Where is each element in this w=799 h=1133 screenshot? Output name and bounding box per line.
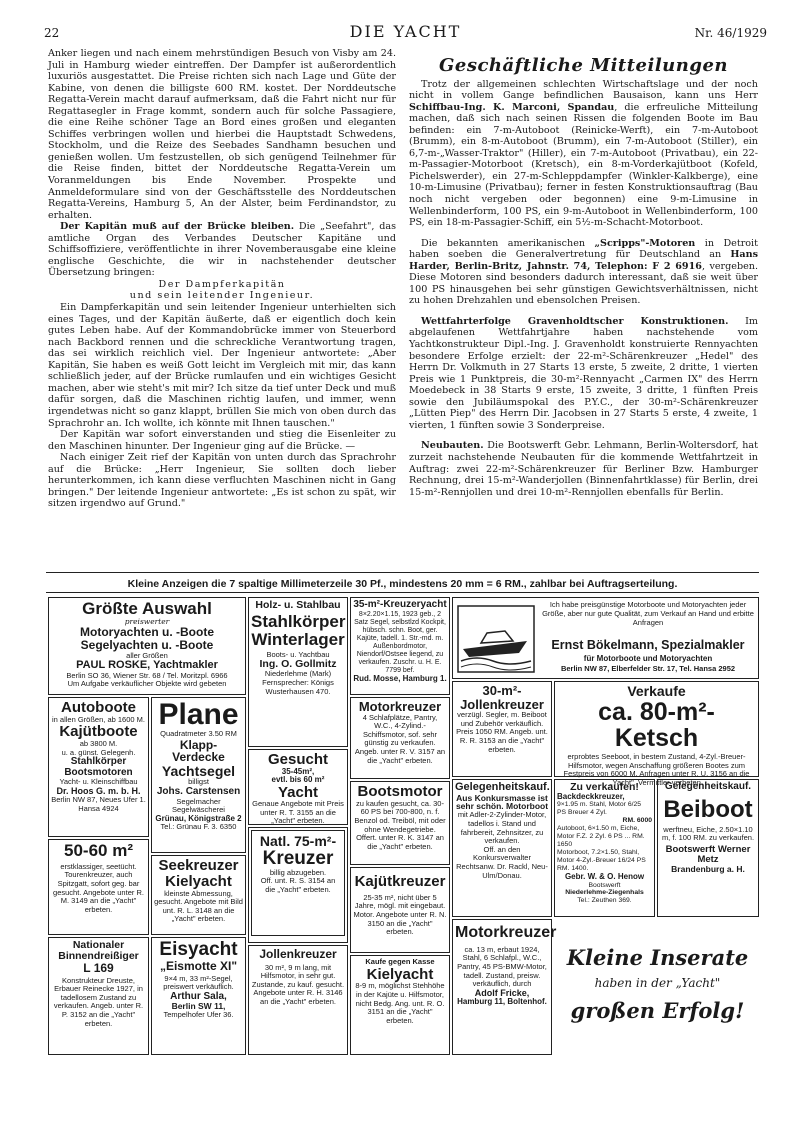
ad-text: billig abzugeben. [269, 867, 327, 877]
ad-headline: Yachtsegel [161, 762, 236, 779]
ad-text: Stahlkörper Bootsmotoren [64, 756, 133, 778]
ad-text: erprobtes Seeboot, in bestem Zustand, 4-Zyl.-Breuer-Hilfsmotor, wegen Anschaffung größeren Bootes zum Festpreis von 6000 M. Anfragen unter R. U. 3156 an die „Yacht". Vermittler verbeten. [563, 752, 750, 787]
ad-text: kleinste Abmessung, gesucht. Angebote mit Bild unt. R. L. 3148 an die „Yacht" erbeten. [154, 888, 243, 924]
paragraph [409, 79, 758, 229]
section-heading: Geschäftliche Mitteilungen [439, 55, 728, 76]
ad-text: aller Größen [126, 650, 168, 660]
ad-gesucht [248, 749, 348, 825]
ad-henow [554, 779, 655, 917]
text: , die erfreuliche Mitteilung machen, daß sich nach seinen Rissen die folgenden Boote im Bau befinden: ein 7-m-Autoboot (Reinicke-Werft), ein 7-m-Autoboot (Brumm), ein 8-m-Autoboot (Brumm), ein 7-m-Autoboot (Stiller), ein 6,7-m-„Wasser-Traktor" (Hiller), ein 7-m-Autoboot (Privatbau), ein 22-m-Passagier-Motorboot (Kretsch), ein 8-m-Vorderkajütboot (Kofeld, Pichelswerder), ein 27-m-Schleppdampfer (Winkler-Kalkberge), eine 10-m-Limusine (Privatbau); ferner in festen Konstruktionsauftrag (Bau noch nicht vergeben oder begonnen) eine 9-m-Limusine in Wellenbinderform, 100 PS, ein 9-m-Autoboot in Wellenbinderform, 100 PS, ein 18-m-Passagier-Schiff, ein 5½-m-Schacht-Motorboot. [409, 101, 758, 229]
ad-headline: „Eismotte XI" [159, 958, 238, 973]
ad-boekelmann [452, 597, 759, 679]
ad-address: Berlin NW 87, Elberfelder Str. 17, Tel. Hansa 2952 [560, 664, 736, 673]
ad-text: Tel.: Zeuthen 369. [577, 896, 632, 904]
ad-text: mit Adler-2-Zylinder-Motor, tadellos i. Stand und fahrbereit, Zehnsitzer, zu verkaufen. [457, 810, 547, 846]
paragraph [409, 440, 758, 498]
ad-text: ab 3800 M. [79, 739, 118, 749]
ad-autoboote [48, 697, 149, 837]
text: Trotz der allgemeinen schlechten Wirtschaftslage und der noch nicht in vollem Gange befindlichen Bausaison, kann uns Herr [409, 78, 758, 102]
motorboat-illustration [457, 605, 535, 673]
ad-advertiser: Ing. O. Gollmitz [259, 658, 337, 671]
ad-headline: Motorkreuzer [358, 699, 442, 714]
story-title-line: Der Dampferkapitän [158, 278, 286, 290]
ad-advertiser: Ernst Bökelmann, Spezialmakler [551, 638, 745, 652]
paragraph [409, 316, 758, 431]
ad-advertiser: Dr. Hoos G. m. b. H. [56, 785, 141, 796]
ad-headline: Gesucht [267, 751, 328, 768]
ad-advertiser: Arthur Sala, [170, 990, 227, 1002]
ad-carstensen [151, 697, 246, 853]
ad-text: Motoryachten u. -Boote [80, 625, 214, 640]
ad-text: Yacht- u. Kleinschiffbau [59, 777, 138, 787]
ad-headline: Größte Auswahl [82, 599, 212, 618]
slogan-line: großen Erfolg! [570, 998, 745, 1023]
ad-text: 9×4 m, 33 m²-Segel, preiswert verkäuflich. [163, 973, 234, 992]
text: Im abgelaufenen Wettfahrtjahre haben nachstehende vom Yachtkonstrukteur Dipl.-Ing. J. Gravenholdt konstruierte Rennyachten besondere Erfolge erzielt: der 22-m²-Schärenkreuzer „Hedel" des Herrn Dr. Volkmuth in 27 Starts 13 erste, 5 zweite, 2 dritte, 1 vierten Preis wie 1 Punktpreis, die 30-m²-Rennyacht „Carmen IX" des Herrn Moedebeck in 38 Starts 9 erste, 15 zweite, 3 dritte, 1 fünften Preis sowie den Jubiläumspokal des P.Y.C., der 30-m²-Schärenkreuzer „Lütten Piep" des Herrn Dir. Jacobsen in 27 Starts 5 erste, 4 zweite, 1 vierten, 1 fünften sowie 3 Sonderpreise. [409, 315, 759, 431]
text: Die bekannten amerikanischen [421, 237, 595, 249]
ad-bootsmotor [350, 781, 450, 865]
ad-headline: ca. 80-m²-Ketsch [598, 697, 715, 752]
ad-headline: Motorkreuzer [455, 924, 557, 941]
ad-text: 4 Schlafplätze, Pantry, W.C., 4-Zylind.-Schiffsmotor, sof. sehr günstig zu verkaufen. Angeb. unter R. V. 3157 an die „Yacht" erbeten. [354, 712, 446, 765]
ad-text: Bootswerft [588, 881, 621, 889]
ad-address: Brandenburg a. H. [671, 863, 745, 874]
magazine-title: DIE YACHT [349, 22, 462, 41]
ad-advertiser: Adolf Fricke, [474, 987, 530, 998]
ad-advertiser: Bootswerft Werner Metz [665, 843, 751, 865]
ad-jollenkreuzer-gesucht [248, 945, 348, 1055]
right-article-column [409, 55, 759, 498]
ad-text: Genaue Angebote mit Preis unter R. T. 3155 an die „Yacht" erbeten. [252, 799, 344, 826]
paragraph: Ein Dampferkapitän und sein leitender Ingenieur unterhielten sich eines Tages, und der Kapitän äußerte, daß er eigentlich doch kein gutes Leben habe. Auf der Kommandobrücke immer von Steuerbord nach Backbord rennen und die schreckliche Verantwortung tragen, das sei wirklich reichlich viel. Der Ingenieur antwortete: „Aber Kapitän, Sie haben es weiß Gott leicht im Vergleich mit mir, das kann schließlich jeder, auf der Brücke rumlaufen und ein wichtiges Gesicht machen, aber wie steht's mit mir? Ich sitze da tief unter Deck und muß dafür sorgen, daß die Maschinen richtig laufen, und immer, wenn irgendetwas nicht so ganz klappt, brüllen Sie mich von oben durch das Sprachrohr an. Ich wollte, ich könnte mit Ihnen tauschen." [48, 302, 396, 429]
ad-text: erstklassiger, seetücht. Tourenkreuzer, auch Spitzgatt, sofort geg. bar gesucht. Angebote unter R. M. 3149 an die „Yacht" erbeten. [53, 861, 144, 914]
ad-headline: Jollenkreuzer [460, 696, 544, 712]
ad-headline: Natl. 75-m²- [259, 833, 337, 849]
ad-headline: Gelegenheitskauf. [664, 781, 752, 792]
ad-nationaler [48, 937, 149, 1055]
slogan-line: haben in der „Yacht" [594, 976, 721, 990]
paragraph: Nach einiger Zeit rief der Kapitän von unten durch das Sprachrohr auf die Brücke: „Herr Ingenieur, Sie sollten doch lieber herunterkommen, ich kann diese verfluchten Maschinen nicht in Gang bringen." Der leitende Ingenieur antwortete: „Es ist schon zu spät, wir sitzen irgendwo auf Grund." [48, 452, 396, 510]
ad-address: Berlin SO 36, Wiener Str. 68 / Tel. Moritzpl. 6966 [66, 670, 228, 680]
ad-text: 30 m², 9 m lang, mit Hilfsmotor, in sehr gut. Zustande, zu kauf. gesucht. Angebote unter R. H. 3146 an die „Yacht" erbeten. [251, 962, 345, 1006]
ad-advertiser: Johs. Carstensen [156, 786, 241, 798]
page-header [44, 22, 767, 42]
ad-address: Hamburg 11, Boltenhof. [457, 997, 547, 1007]
article-lead: Der Kapitän muß auf der Brücke bleiben. [60, 221, 295, 233]
ad-jollenkreuzer-30 [452, 681, 552, 777]
ad-headline: Verkaufe [627, 683, 686, 699]
article-lead: Wettfahrterfolge Gravenholdtscher Konstruktionen. [421, 315, 729, 327]
paragraph: Der Kapitän war sofort einverstanden und stieg die Eisenleiter zu den Maschinen hinunter. Der Ingenieur ging auf die Brücke. — [48, 429, 396, 452]
ad-headline: 50-60 m² [64, 841, 133, 860]
divider [46, 572, 759, 573]
ad-headline: Autoboote [61, 699, 136, 716]
ad-headline: Zu verkaufen! [570, 781, 639, 793]
ad-address: Niederlehme-Ziegenhals [565, 889, 644, 897]
ad-address: Tempelhofer Ufer 36. [163, 1010, 234, 1020]
ad-text: 25-35 m², nicht über 5 Jahre, mögl. mit eingebaut. Motor. Angebote unter R. N. 3150 an die „Yacht" erbeten. [353, 892, 447, 937]
ad-text: für Motorboote und Motoryachten [583, 654, 713, 663]
ad-text: Motorboot, 7.2×1.50, Stahl, Motor 4-Zyl.-Breuer 16/24 PS RM. 1400. [557, 849, 646, 873]
ad-headline: Winterlager [251, 629, 345, 649]
ad-address: Berlin SW 11, [171, 1001, 226, 1012]
ad-advertiser: Gebr. W. & O. Henow [564, 872, 645, 882]
paragraph [48, 221, 396, 279]
divider [46, 592, 759, 593]
ad-text: Backdeckkreuzer, [557, 792, 625, 802]
ad-advertiser: Off. an den Konkursverwalter Rechtsanw. Dr. Rackl, Neu-Ulm/Donau. [456, 844, 548, 880]
ad-headline: Plane [158, 698, 239, 731]
page-number: 22 [44, 26, 60, 40]
ad-text: Autoboot, 6×1.50 m, Eiche, Motor F.Z. 2 Zyl. 6 PS ... RM. 1650 [557, 825, 645, 849]
product-name: „Scripps"-Motoren [594, 237, 696, 249]
ad-text: ca. 13 m, erbaut 1924, Stahl, 6 Schlafpl., W.C., Pantry, 45 PS-BMW-Motor, tadell. Zustand, preisw. verkäuflich, durch [457, 944, 547, 989]
ad-text: 8-9 m, möglichst Stehhöhe in der Kajüte u. Hilfsmotor, nicht Bedg. Ang. unt. R. O. 3151 an die „Yacht" erbeten. [355, 981, 445, 1025]
ad-kielyacht-kaufe [350, 955, 450, 1055]
ad-headline: 35-m²-Kreuzeryacht [353, 599, 447, 610]
company-name: Schiffbau-Ing. K. Marconi, Spandau [409, 101, 615, 113]
ad-motorkreuzer-4-schlafplaetze [350, 697, 450, 779]
story-title-line: und sein leitender Ingenieur. [129, 290, 315, 302]
ad-seekreuzer [151, 855, 246, 935]
ad-headline: 30-m²- [482, 683, 522, 698]
ad-headline: Kajütboote [59, 723, 138, 741]
issue-number: Nr. 46/1929 [694, 26, 767, 40]
ad-text: 8×2.20×1.15, 1923 geb., 2 Satz Segel, selbstlzd Kockpit, hübsch. schn. Boot, ger. Kajüte, tadell. 1. Str.-md. m. Außenbordmotor, Niendorf/Ostsee liegend, zu verkaufen. Zuschr. u. H. E. 7799 bef. [354, 610, 446, 674]
ad-text: Quadratmeter 3.50 RM [160, 729, 237, 738]
ad-kreuzeryacht [350, 597, 450, 695]
ad-advertiser: Rud. Mosse, Hamburg 1. [353, 673, 447, 683]
ad-headline: Seekreuzer [158, 857, 239, 874]
ad-text: Holz- u. Stahlbau [255, 599, 341, 611]
ad-fifty-sixty [48, 839, 149, 935]
ad-address: Berlin NW 87, Neues Ufer 1. Hansa 4924 [51, 795, 146, 813]
ad-text: preiswerter [124, 616, 170, 626]
ad-headline: Kielyacht [366, 965, 434, 983]
ad-headline: Kielyacht [165, 872, 232, 890]
ad-text: zu kaufen gesucht, ca. 30-60 PS bei 700-800, n. f. Benzol od. Treiböl, mit oder ohne Wendegetriebe. Offert. unter R. K. 3147 an die „Yacht" erbeten. [354, 798, 446, 851]
ad-headline: Kajütkreuzer [354, 873, 446, 890]
ad-beiboot [657, 779, 759, 917]
ad-address: Niederlehme (Mark) [264, 669, 332, 679]
company-name: Hans Harder, Berlin-Britz, Jahnstr. 74, Telephon: F 2 6916 [409, 249, 758, 272]
text: , vergeben. Diese Motoren sind besonders dadurch interessant, daß sie weit über 100 PS hinausgehen bei sehr günstigen Gewichtsverhältnissen, nicht zu hohen Drehzahlen und ebensolchen Preisen. [409, 260, 758, 307]
ad-address: Grünau, Königstraße 2 [155, 813, 242, 823]
ad-roske [48, 597, 246, 695]
ad-gollmitz [248, 597, 348, 747]
ad-text: Klapp-Verdecke [172, 737, 225, 765]
paragraph: Anker liegen und nach einem mehrstündigen Besuch von Visby am 24. Juli in Hamburg wieder eintreffen. Der Dampfer ist außerordentlich luxuriös ausgestattet. Die Preise richten sich nach Lage und Güte der Kabine, von denen die billigste 600 RM. kostet. Der Norddeutsche Regatta-Verein macht darauf aufmerksam, daß die Fahrt nicht nur für Regattasegler in Frage kommt, sondern auch für solche Passagiere, die eine Reihe schöner Tage an Bord eines großen und eleganten Schiffes verbringen wollen und hierbei die Hauptstadt Schwedens, Stockholm, und die Reize des Seebades Sandhamn besuchen und genießen wollen. Um festzustellen, ob sich genügend Teilnehmer für die Reise finden, bittet der Norddeutsche Regatta-Verein um Voranmeldungen bis Ende November. Prospekte und Anmeldeformulare sind von der Geschäftsstelle des Norddeutschen Regatta-Vereins, Hamburg 5, An der Alster, beim Ferdinandstor, zu erhalten. [48, 48, 396, 221]
ad-text: Boots- u. Yachtbau [266, 649, 330, 659]
ad-kajuetkreuzer [350, 867, 450, 953]
kleine-inserate-slogan [556, 945, 759, 1023]
ad-text: evtl. bis 60 m² [271, 775, 325, 785]
left-article-column [48, 48, 396, 510]
ad-price: RM. 6000 [622, 817, 652, 825]
ad-text: Um Aufgabe verkäuflicher Objekte wird gebeten [67, 679, 227, 689]
slogan-line: Kleine Inserate [566, 945, 749, 970]
ad-advertiser: PAUL ROSKE, Yachtmakler [76, 659, 218, 672]
ad-text: 35-45m², [281, 766, 315, 776]
ad-text: 9×1.95 m. Stahl, Motor 6/25 PS Breuer 4 Zyl. [557, 801, 642, 817]
ad-headline: Nationaler Binnendreißiger [58, 939, 139, 963]
ad-text: Fernsprecher: Königs Wusterhausen 470. [262, 677, 334, 696]
ad-headline: Kreuzer [262, 847, 334, 869]
paragraph [409, 238, 758, 307]
article-lead: Neubauten. [421, 440, 484, 452]
ad-text: billigst [188, 777, 209, 787]
ad-inner-frame [251, 830, 345, 936]
ad-text: verzügl. Segler, m. Beiboot und Zubehör verkäuflich. Preis 1050 RM. Angeb. unt. R. R. 3153 an die „Yacht" erbeten. [456, 710, 548, 754]
ad-headline: Beiboot [663, 795, 753, 823]
ad-text: Segelyachten u. -Boote [80, 638, 214, 653]
ad-eisyacht [151, 937, 246, 1055]
ad-headline: Stahlkörper [251, 612, 346, 632]
ad-text: werftneu, Eiche, 2.50×1.10 m, f. 100 RM. zu verkaufen. [661, 824, 755, 843]
ad-headline: Eisyacht [159, 939, 238, 960]
ad-headline: Gelegenheitskauf. [455, 781, 550, 793]
ad-text: Off. unt. R. S. 3154 an die „Yacht" erbeten. [260, 876, 336, 894]
ad-text: Segelmacher Segelwäscherei [172, 796, 225, 815]
ad-headline: L 169 [83, 961, 114, 976]
ad-text: Konstrukteur Dreuste, Erbauer Reinecke 1927, in tadellosem Zustand zu verkaufen. Angeb. unter R. P. 3152 an die „Yacht" erbeten. [53, 975, 144, 1028]
ad-rates-line: Kleine Anzeigen die 7 spaltige Millimeterzeile 30 Pf., mindestens 20 mm = 6 RM., zahlbar bei Auftragserteilung. [127, 578, 678, 590]
ad-headline: Jollenkreuzer [259, 947, 337, 961]
ad-headline: Yacht [277, 783, 319, 801]
ad-text: Aus Konkursmasse ist sehr schön. Motorboot [455, 792, 549, 812]
paragraph-text: Die „Seefahrt", das amtliche Organ des Verbandes Deutscher Kapitäne und Schiffsoffiziere, veröffentlichte in ihrer Novemberausgabe eine kleine englische Geschichte, die wir in nachstehender deutscher Übersetzung bringen: [48, 221, 397, 279]
ad-text: u. a. günst. Gelegenh. [61, 747, 136, 757]
ad-text: Kaufe gegen Kasse [365, 957, 435, 966]
ad-text: Tel.: Grünau F. 3. 6350 [160, 822, 237, 832]
text: Die Bootswerft Gebr. Lehmann, Berlin-Woltersdorf, hat zurzeit nachstehende Neubauten für die kommende Wettfahrtzeit in Auftrag: zwei 22-m²-Schärenkreuzer für Berliner Bzw. Hamburger Rechnung, drei 15-m²-Wanderjollen (Binnenfahrtklasse) für Berlin, drei 15-m²-Rennjollen und drei 10-m²-Rennjollen ebenfalls für Berlin. [409, 440, 758, 498]
ad-headline: Bootsmotor [357, 783, 443, 800]
ad-text: in allen Größen, ab 1600 M. [52, 714, 145, 724]
ad-natl75 [248, 827, 348, 943]
text: in Detroit haben soeben die Generalvertretung für Deutschland an [409, 237, 758, 261]
ad-gelegenheitskauf-motorboot [452, 779, 552, 917]
ad-motorkreuzer-fricke [452, 919, 557, 1055]
ad-text: Ich habe preisgünstige Motorboote und Motoryachten jeder Größe, aber nur gute Qualität, zum Verkauf an Hand und erbitte Anfragen [542, 600, 754, 627]
